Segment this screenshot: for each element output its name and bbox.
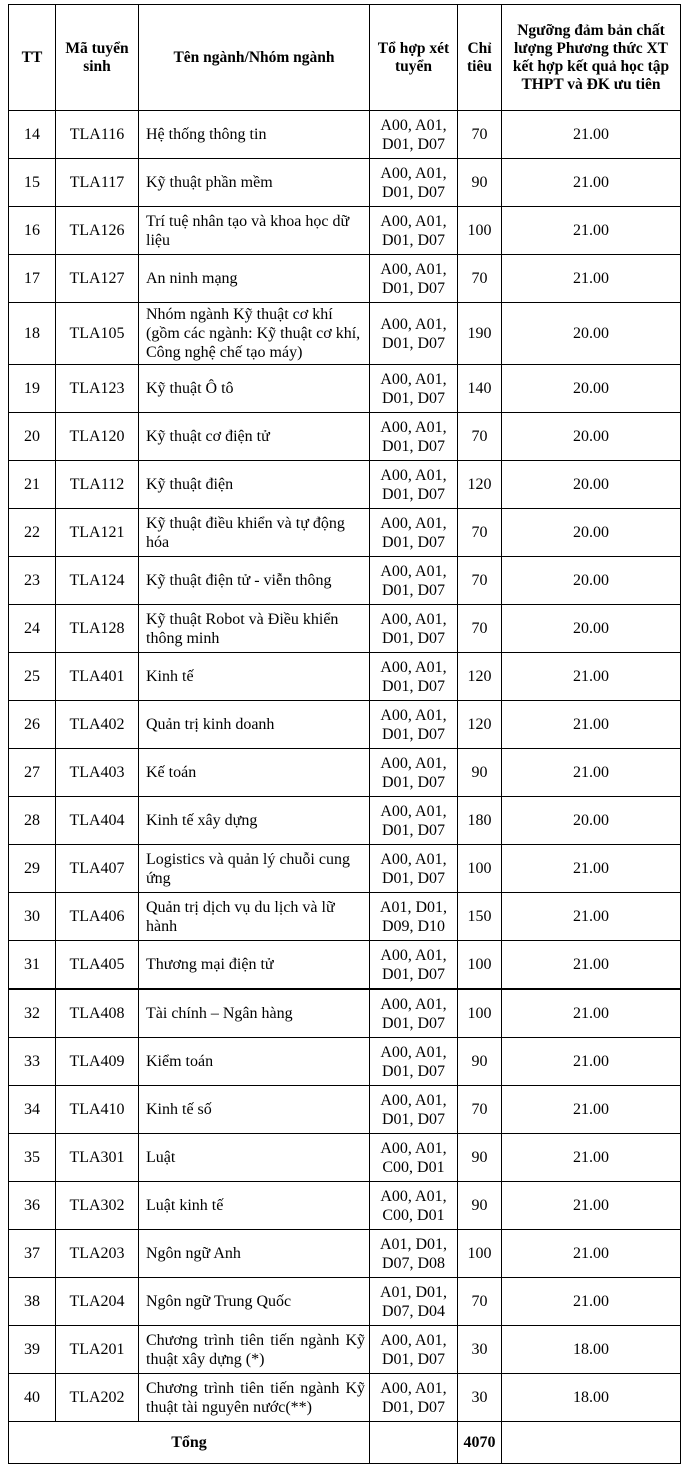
cell-threshold: 18.00	[502, 1326, 681, 1374]
cell-tt: 32	[9, 990, 56, 1038]
cell-name: Kinh tế số	[139, 1086, 370, 1134]
cell-code: TLA301	[56, 1134, 139, 1182]
cell-name: Ngôn ngữ Trung Quốc	[139, 1278, 370, 1326]
table-row	[9, 461, 681, 509]
cell-name: Kỹ thuật điện	[139, 461, 370, 509]
cell-combo: A00, A01, D01, D07	[370, 653, 458, 701]
cell-name: Quản trị kinh doanh	[139, 701, 370, 749]
cell-quota: 70	[458, 255, 502, 303]
cell-tt: 26	[9, 701, 56, 749]
cell-tt: 14	[9, 111, 56, 159]
cell-code: TLA116	[56, 111, 139, 159]
cell-quota: 140	[458, 365, 502, 413]
cell-tt: 34	[9, 1086, 56, 1134]
cell-tt: 27	[9, 749, 56, 797]
cell-threshold: 21.00	[502, 159, 681, 207]
header-tt: TT	[9, 5, 56, 111]
cell-quota: 90	[458, 1182, 502, 1230]
cell-tt: 28	[9, 797, 56, 845]
cell-tt: 20	[9, 413, 56, 461]
table-header-row	[9, 5, 681, 111]
cell-code: TLA408	[56, 990, 139, 1038]
cell-tt: 24	[9, 605, 56, 653]
cell-name: Kỹ thuật điện tử - viễn thông	[139, 557, 370, 605]
cell-name: Kinh tế xây dựng	[139, 797, 370, 845]
cell-code: TLA404	[56, 797, 139, 845]
cell-tt: 17	[9, 255, 56, 303]
cell-code: TLA406	[56, 893, 139, 941]
cell-quota: 190	[458, 303, 502, 365]
cell-tt: 16	[9, 207, 56, 255]
cell-quota: 70	[458, 413, 502, 461]
cell-combo: A00, A01, D01, D07	[370, 255, 458, 303]
cell-quota: 70	[458, 1278, 502, 1326]
cell-name: Nhóm ngành Kỹ thuật cơ khí (gồm các ngành: Kỹ thuật cơ khí, Công nghệ chế tạo máy)	[139, 303, 370, 365]
cell-threshold: 21.00	[502, 1038, 681, 1086]
cell-quota: 70	[458, 1086, 502, 1134]
cell-name: Kỹ thuật phần mềm	[139, 159, 370, 207]
cell-code: TLA405	[56, 941, 139, 989]
table-row	[9, 990, 681, 1038]
cell-threshold: 20.00	[502, 605, 681, 653]
cell-code: TLA403	[56, 749, 139, 797]
cell-name: Ngôn ngữ Anh	[139, 1230, 370, 1278]
cell-quota: 100	[458, 1230, 502, 1278]
cell-combo: A00, A01, D01, D07	[370, 1038, 458, 1086]
cell-name: Chương trình tiên tiến ngành Kỹ thuật xây dựng (*)	[139, 1326, 370, 1374]
cell-threshold: 21.00	[502, 749, 681, 797]
cell-name: Kế toán	[139, 749, 370, 797]
table-row	[9, 749, 681, 797]
header-name: Tên ngành/Nhóm ngành	[139, 5, 370, 111]
cell-quota: 100	[458, 941, 502, 989]
cell-code: TLA202	[56, 1374, 139, 1422]
cell-threshold: 21.00	[502, 1086, 681, 1134]
cell-combo: A00, A01, D01, D07	[370, 1374, 458, 1422]
cell-threshold: 21.00	[502, 255, 681, 303]
cell-threshold: 21.00	[502, 941, 681, 989]
table-row	[9, 653, 681, 701]
cell-code: TLA126	[56, 207, 139, 255]
cell-tt: 31	[9, 941, 56, 989]
cell-combo: A00, A01, D01, D07	[370, 557, 458, 605]
table-row	[9, 557, 681, 605]
cell-quota: 90	[458, 749, 502, 797]
cell-threshold: 21.00	[502, 1134, 681, 1182]
cell-combo: A00, A01, C00, D01	[370, 1134, 458, 1182]
cell-tt: 21	[9, 461, 56, 509]
total-label: Tổng	[9, 1422, 370, 1464]
table-row	[9, 1230, 681, 1278]
cell-name: Kỹ thuật điều khiển và tự động hóa	[139, 509, 370, 557]
table-row	[9, 893, 681, 941]
total-row	[9, 1422, 681, 1464]
cell-tt: 37	[9, 1230, 56, 1278]
table-row	[9, 1326, 681, 1374]
cell-name: Hệ thống thông tin	[139, 111, 370, 159]
cell-name: Tài chính – Ngân hàng	[139, 990, 370, 1038]
cell-quota: 150	[458, 893, 502, 941]
cell-tt: 15	[9, 159, 56, 207]
cell-threshold: 21.00	[502, 701, 681, 749]
cell-combo: A00, A01, D01, D07	[370, 365, 458, 413]
table-row	[9, 207, 681, 255]
cell-code: TLA112	[56, 461, 139, 509]
cell-name: Kỹ thuật Ô tô	[139, 365, 370, 413]
table-row	[9, 365, 681, 413]
cell-threshold: 20.00	[502, 797, 681, 845]
cell-threshold: 20.00	[502, 413, 681, 461]
cell-combo: A00, A01, D01, D07	[370, 111, 458, 159]
cell-quota: 100	[458, 207, 502, 255]
cell-combo: A00, A01, D01, D07	[370, 509, 458, 557]
cell-combo: A01, D01, D09, D10	[370, 893, 458, 941]
cell-quota: 90	[458, 1038, 502, 1086]
cell-quota: 100	[458, 845, 502, 893]
cell-tt: 18	[9, 303, 56, 365]
cell-combo: A00, A01, D01, D07	[370, 207, 458, 255]
cell-tt: 36	[9, 1182, 56, 1230]
cell-quota: 30	[458, 1374, 502, 1422]
total-empty-cell	[502, 1422, 681, 1464]
cell-threshold: 21.00	[502, 653, 681, 701]
cell-combo: A00, A01, D01, D07	[370, 303, 458, 365]
cell-quota: 70	[458, 605, 502, 653]
table-row	[9, 845, 681, 893]
cell-code: TLA410	[56, 1086, 139, 1134]
cell-tt: 39	[9, 1326, 56, 1374]
cell-name: Thương mại điện tử	[139, 941, 370, 989]
table-row	[9, 797, 681, 845]
cell-threshold: 20.00	[502, 509, 681, 557]
cell-code: TLA302	[56, 1182, 139, 1230]
cell-combo: A00, A01, D01, D07	[370, 845, 458, 893]
header-combo: Tổ hợp xét tuyển	[370, 5, 458, 111]
cell-code: TLA201	[56, 1326, 139, 1374]
cell-tt: 38	[9, 1278, 56, 1326]
table-row	[9, 413, 681, 461]
cell-code: TLA128	[56, 605, 139, 653]
cell-name: An ninh mạng	[139, 255, 370, 303]
admission-table-part-2	[8, 989, 681, 1464]
cell-quota: 90	[458, 1134, 502, 1182]
cell-combo: A00, A01, D01, D07	[370, 941, 458, 989]
table-row	[9, 701, 681, 749]
table-row	[9, 941, 681, 989]
table-row	[9, 159, 681, 207]
table-row	[9, 111, 681, 159]
cell-tt: 29	[9, 845, 56, 893]
table-row	[9, 1182, 681, 1230]
cell-combo: A00, A01, D01, D07	[370, 749, 458, 797]
cell-threshold: 21.00	[502, 893, 681, 941]
cell-combo: A00, A01, D01, D07	[370, 797, 458, 845]
cell-tt: 30	[9, 893, 56, 941]
table-row	[9, 1134, 681, 1182]
cell-code: TLA117	[56, 159, 139, 207]
cell-combo: A00, A01, D01, D07	[370, 461, 458, 509]
cell-code: TLA124	[56, 557, 139, 605]
cell-code: TLA402	[56, 701, 139, 749]
cell-combo: A00, A01, D01, D07	[370, 990, 458, 1038]
cell-name: Kỹ thuật cơ điện tử	[139, 413, 370, 461]
cell-name: Luật	[139, 1134, 370, 1182]
cell-combo: A00, A01, C00, D01	[370, 1182, 458, 1230]
cell-combo: A00, A01, D01, D07	[370, 605, 458, 653]
cell-code: TLA401	[56, 653, 139, 701]
cell-threshold: 20.00	[502, 365, 681, 413]
cell-threshold: 21.00	[502, 1230, 681, 1278]
cell-threshold: 20.00	[502, 557, 681, 605]
cell-name: Luật kinh tế	[139, 1182, 370, 1230]
cell-threshold: 20.00	[502, 303, 681, 365]
cell-name: Kinh tế	[139, 653, 370, 701]
header-threshold: Ngưỡng đảm bản chất lượng Phương thức XT kết hợp kết quả học tập THPT và ĐK ưu tiên	[502, 5, 681, 111]
table-row	[9, 509, 681, 557]
cell-name: Trí tuệ nhân tạo và khoa học dữ liệu	[139, 207, 370, 255]
cell-code: TLA105	[56, 303, 139, 365]
cell-name: Kỹ thuật Robot và Điều khiển thông minh	[139, 605, 370, 653]
cell-combo: A00, A01, D01, D07	[370, 1326, 458, 1374]
cell-combo: A00, A01, D01, D07	[370, 1086, 458, 1134]
cell-quota: 120	[458, 701, 502, 749]
table-row	[9, 255, 681, 303]
table-row	[9, 605, 681, 653]
cell-threshold: 21.00	[502, 207, 681, 255]
cell-quota: 120	[458, 653, 502, 701]
cell-combo: A01, D01, D07, D04	[370, 1278, 458, 1326]
cell-code: TLA204	[56, 1278, 139, 1326]
table-row	[9, 1086, 681, 1134]
cell-tt: 25	[9, 653, 56, 701]
table-row	[9, 1038, 681, 1086]
table-row	[9, 303, 681, 365]
cell-quota: 100	[458, 990, 502, 1038]
cell-threshold: 20.00	[502, 461, 681, 509]
cell-combo: A00, A01, D01, D07	[370, 701, 458, 749]
cell-name: Quản trị dịch vụ du lịch và lữ hành	[139, 893, 370, 941]
cell-quota: 70	[458, 557, 502, 605]
cell-quota: 30	[458, 1326, 502, 1374]
cell-quota: 70	[458, 509, 502, 557]
cell-tt: 40	[9, 1374, 56, 1422]
cell-name: Chương trình tiên tiến ngành Kỹ thuật tài nguyên nước(**)	[139, 1374, 370, 1422]
cell-tt: 23	[9, 557, 56, 605]
cell-code: TLA127	[56, 255, 139, 303]
header-code: Mã tuyển sinh	[56, 5, 139, 111]
cell-quota: 90	[458, 159, 502, 207]
cell-tt: 19	[9, 365, 56, 413]
total-empty-cell	[370, 1422, 458, 1464]
cell-quota: 70	[458, 111, 502, 159]
cell-threshold: 21.00	[502, 1182, 681, 1230]
cell-code: TLA409	[56, 1038, 139, 1086]
cell-combo: A00, A01, D01, D07	[370, 159, 458, 207]
cell-name: Kiểm toán	[139, 1038, 370, 1086]
cell-code: TLA407	[56, 845, 139, 893]
cell-threshold: 18.00	[502, 1374, 681, 1422]
admission-table-part-1	[8, 4, 681, 989]
cell-code: TLA121	[56, 509, 139, 557]
table-body-part-1	[9, 111, 681, 989]
table-row	[9, 1374, 681, 1422]
cell-combo: A01, D01, D07, D08	[370, 1230, 458, 1278]
cell-code: TLA123	[56, 365, 139, 413]
cell-code: TLA120	[56, 413, 139, 461]
cell-threshold: 21.00	[502, 1278, 681, 1326]
cell-tt: 33	[9, 1038, 56, 1086]
cell-tt: 22	[9, 509, 56, 557]
cell-threshold: 21.00	[502, 990, 681, 1038]
cell-code: TLA203	[56, 1230, 139, 1278]
cell-quota: 120	[458, 461, 502, 509]
cell-name: Logistics và quản lý chuỗi cung ứng	[139, 845, 370, 893]
cell-threshold: 21.00	[502, 845, 681, 893]
header-quota: Chỉ tiêu	[458, 5, 502, 111]
cell-threshold: 21.00	[502, 111, 681, 159]
table-row	[9, 1278, 681, 1326]
cell-quota: 180	[458, 797, 502, 845]
total-quota: 4070	[458, 1422, 502, 1464]
cell-tt: 35	[9, 1134, 56, 1182]
cell-combo: A00, A01, D01, D07	[370, 413, 458, 461]
table-body-part-2	[9, 990, 681, 1422]
